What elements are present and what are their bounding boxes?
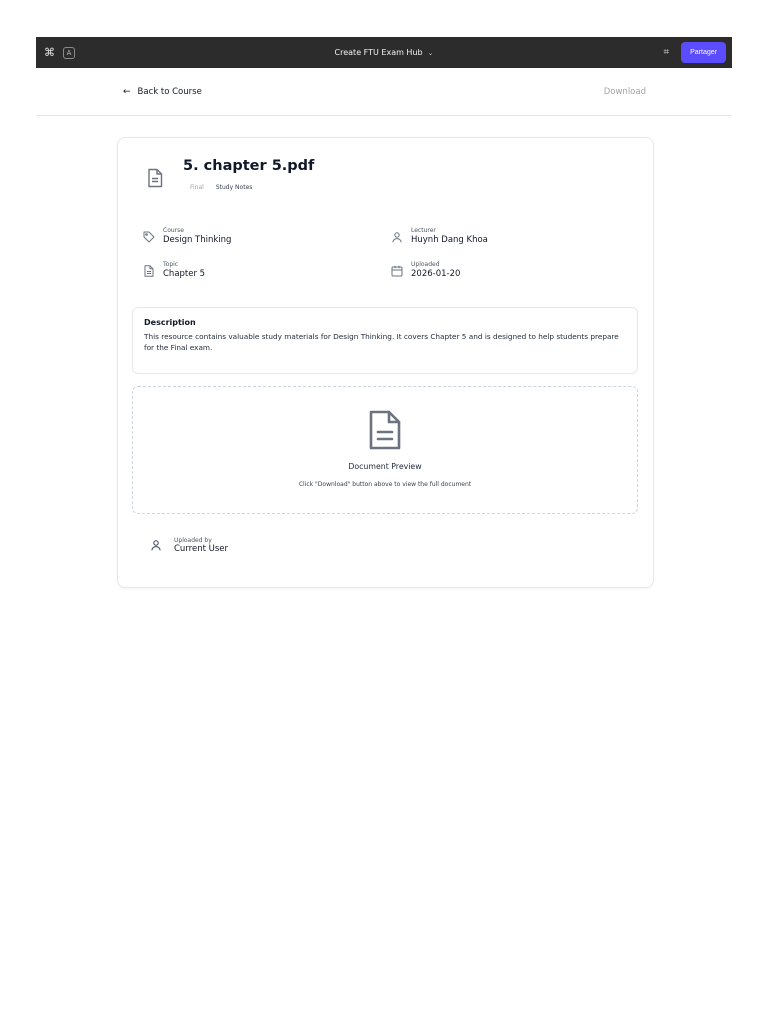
uploader-value: Current User — [174, 544, 229, 554]
meta-course — [143, 228, 231, 247]
figma-menu-icon[interactable]: ⌘ — [44, 46, 55, 59]
file-tags — [190, 184, 252, 191]
lecturer-label: Lecturer — [411, 227, 436, 234]
back-to-course-link[interactable] — [123, 87, 202, 97]
preview-subtitle: Click "Download" button above to view the full document — [298, 481, 472, 488]
description-text: This resource contains valuable study materials for Design Thinking. It covers Chapter 5 and is designed to help students prepare for the Final exam. — [144, 332, 619, 352]
share-button[interactable]: Partager — [681, 42, 726, 63]
uploader-info — [150, 536, 228, 555]
file-text-icon — [147, 168, 163, 192]
topic-value: Chapter 5 — [163, 268, 206, 279]
meta-topic — [143, 262, 205, 281]
meta-uploaded — [391, 262, 460, 281]
lecturer-value: Huynh Dang Khoa — [411, 234, 488, 245]
uploader-label: Uploaded by — [174, 537, 212, 544]
user-icon — [391, 228, 403, 247]
tag-icon — [143, 228, 155, 247]
description-title: Description — [144, 318, 196, 327]
editor-topbar — [36, 37, 732, 68]
uploaded-label: Uploaded — [411, 261, 440, 268]
file-text-icon — [143, 262, 155, 281]
focus-mode-icon[interactable]: ⌗ — [663, 47, 670, 58]
file-name: 5. chapter 5.pdf — [183, 158, 315, 174]
arrow-left-icon: ← — [123, 87, 131, 97]
exam-tag: Final — [190, 184, 204, 191]
document-preview — [132, 386, 638, 514]
type-tag: Study Notes — [215, 184, 253, 191]
topic-label: Topic — [163, 261, 179, 268]
preview-title: Document Preview — [348, 462, 422, 471]
course-label: Course — [163, 227, 184, 234]
user-icon — [150, 536, 162, 555]
description-box — [132, 307, 638, 374]
uploaded-value: 2026-01-20 — [411, 268, 461, 279]
meta-lecturer — [391, 228, 488, 247]
resource-card — [117, 137, 654, 588]
mode-badge[interactable]: A — [63, 47, 75, 59]
file-text-icon — [367, 409, 403, 455]
calendar-icon — [391, 262, 403, 281]
course-value: Design Thinking — [163, 234, 232, 245]
chevron-down-icon[interactable]: ⌄ — [427, 49, 434, 57]
project-title: Create FTU Exam Hub ⌄ — [334, 48, 434, 57]
download-button[interactable]: Download — [603, 87, 646, 97]
back-link-label: Back to Course — [137, 87, 202, 97]
page-header — [36, 68, 732, 116]
